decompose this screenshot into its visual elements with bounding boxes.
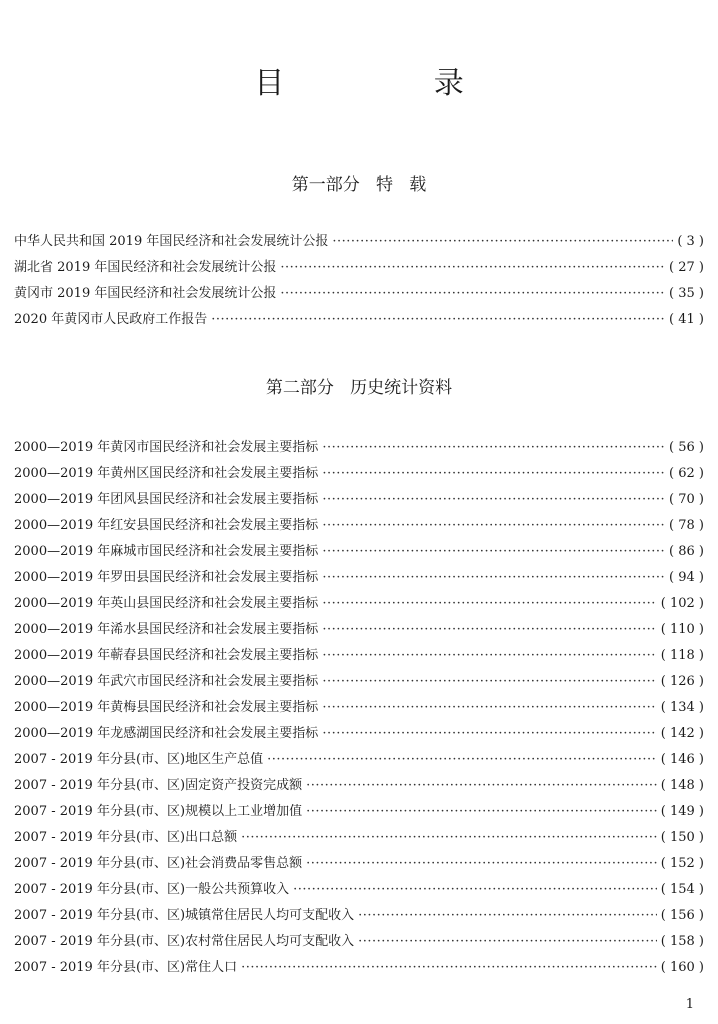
toc-entry-title: 2007 - 2019 年分县(市、区)规模以上工业增加值 <box>14 804 303 819</box>
toc-entry-page: ( 41 ) <box>669 312 704 327</box>
toc-entry-title: 2007 - 2019 年分县(市、区)农村常住居民人均可支配收入 <box>14 934 355 949</box>
toc-entry-page: ( 35 ) <box>669 286 704 301</box>
toc-entry-page: ( 152 ) <box>660 856 704 871</box>
toc-entry-page: ( 148 ) <box>660 778 704 793</box>
toc-entry[interactable] <box>14 903 704 929</box>
toc-entry[interactable] <box>14 825 704 851</box>
toc-entry-title: 2000—2019 年黄冈市国民经济和社会发展主要指标 <box>14 440 319 455</box>
toc-dot-leader <box>322 539 665 565</box>
toc-entry-title: 2007 - 2019 年分县(市、区)地区生产总值 <box>14 752 264 767</box>
toc-entry[interactable] <box>14 851 704 877</box>
toc-entry-title: 2000—2019 年黄州区国民经济和社会发展主要指标 <box>14 466 319 481</box>
toc-entry-page: ( 150 ) <box>660 830 704 845</box>
toc-entry-page: ( 160 ) <box>660 960 704 975</box>
toc-dot-leader <box>322 643 656 669</box>
toc-entry[interactable] <box>14 721 704 747</box>
toc-entry-title: 2000—2019 年黄梅县国民经济和社会发展主要指标 <box>14 700 319 715</box>
toc-entry-title: 2000—2019 年武穴市国民经济和社会发展主要指标 <box>14 674 319 689</box>
page-number: 1 <box>685 997 694 1012</box>
toc-dot-leader <box>293 877 657 903</box>
toc-dot-leader <box>322 721 656 747</box>
toc-entry-page: ( 70 ) <box>669 492 704 507</box>
toc-dot-leader <box>306 799 657 825</box>
page-title: 目 录 <box>254 66 534 101</box>
toc-entry-title: 2000—2019 年罗田县国民经济和社会发展主要指标 <box>14 570 319 585</box>
toc-dot-leader <box>358 903 657 929</box>
toc-entry[interactable] <box>14 643 704 669</box>
toc-entry-page: ( 102 ) <box>660 596 704 611</box>
toc-entry[interactable] <box>14 747 704 773</box>
toc-entry-title: 湖北省 2019 年国民经济和社会发展统计公报 <box>14 260 277 275</box>
toc-dot-leader <box>322 435 665 461</box>
toc-entry-page: ( 56 ) <box>669 440 704 455</box>
toc-entry-page: ( 156 ) <box>660 908 704 923</box>
toc-entry-page: ( 94 ) <box>669 570 704 585</box>
toc-dot-leader <box>241 825 657 851</box>
toc-entry[interactable] <box>14 565 704 591</box>
toc-entry-title: 2020 年黄冈市人民政府工作报告 <box>14 312 208 327</box>
toc-dot-leader <box>267 747 657 773</box>
toc-entry[interactable] <box>14 539 704 565</box>
toc-entry-page: ( 27 ) <box>669 260 704 275</box>
toc-entry-page: ( 78 ) <box>669 518 704 533</box>
toc-dot-leader <box>322 669 656 695</box>
toc-entry[interactable] <box>14 669 704 695</box>
toc-entry-page: ( 86 ) <box>669 544 704 559</box>
toc-dot-leader <box>322 513 665 539</box>
toc-entry[interactable] <box>14 487 704 513</box>
toc-entry-page: ( 149 ) <box>660 804 704 819</box>
toc-entry-title: 2007 - 2019 年分县(市、区)城镇常住居民人均可支配收入 <box>14 908 355 923</box>
toc-entry-title: 中华人民共和国 2019 年国民经济和社会发展统计公报 <box>14 234 329 249</box>
toc-list-part2 <box>14 435 704 981</box>
toc-entry[interactable] <box>14 229 704 255</box>
section-heading-part2: 第二部分 历史统计资料 <box>265 378 453 398</box>
toc-entry[interactable] <box>14 591 704 617</box>
toc-entry[interactable] <box>14 773 704 799</box>
toc-entry[interactable] <box>14 955 704 981</box>
toc-entry-page: ( 3 ) <box>677 234 704 249</box>
toc-list-part1 <box>14 229 704 333</box>
toc-entry-title: 2007 - 2019 年分县(市、区)出口总额 <box>14 830 238 845</box>
toc-entry-page: ( 158 ) <box>660 934 704 949</box>
toc-entry-page: ( 146 ) <box>660 752 704 767</box>
toc-dot-leader <box>322 695 656 721</box>
toc-dot-leader <box>280 255 665 281</box>
toc-entry-title: 2000—2019 年英山县国民经济和社会发展主要指标 <box>14 596 319 611</box>
toc-entry-page: ( 110 ) <box>660 622 704 637</box>
toc-dot-leader <box>358 929 657 955</box>
toc-entry-page: ( 118 ) <box>660 648 704 663</box>
toc-dot-leader <box>211 307 665 333</box>
toc-entry-page: ( 154 ) <box>660 882 704 897</box>
toc-entry-title: 2007 - 2019 年分县(市、区)社会消费品零售总额 <box>14 856 303 871</box>
toc-entry[interactable] <box>14 307 704 333</box>
toc-entry[interactable] <box>14 929 704 955</box>
toc-dot-leader <box>322 565 665 591</box>
toc-entry[interactable] <box>14 281 704 307</box>
toc-entry-title: 2000—2019 年团风县国民经济和社会发展主要指标 <box>14 492 319 507</box>
toc-dot-leader <box>306 851 657 877</box>
toc-entry-title: 2000—2019 年浠水县国民经济和社会发展主要指标 <box>14 622 319 637</box>
toc-entry[interactable] <box>14 461 704 487</box>
toc-dot-leader <box>306 773 657 799</box>
toc-entry-page: ( 126 ) <box>660 674 704 689</box>
toc-entry[interactable] <box>14 799 704 825</box>
toc-dot-leader <box>332 229 673 255</box>
toc-entry-title: 2000—2019 年麻城市国民经济和社会发展主要指标 <box>14 544 319 559</box>
toc-entry-title: 2000—2019 年龙感湖国民经济和社会发展主要指标 <box>14 726 319 741</box>
toc-entry-page: ( 134 ) <box>660 700 704 715</box>
toc-entry-title: 2007 - 2019 年分县(市、区)常住人口 <box>14 960 238 975</box>
toc-entry[interactable] <box>14 617 704 643</box>
toc-entry-page: ( 62 ) <box>669 466 704 481</box>
toc-entry-title: 2000—2019 年蕲春县国民经济和社会发展主要指标 <box>14 648 319 663</box>
toc-entry[interactable] <box>14 255 704 281</box>
toc-dot-leader <box>322 591 656 617</box>
toc-dot-leader <box>322 461 665 487</box>
toc-entry-page: ( 142 ) <box>660 726 704 741</box>
toc-dot-leader <box>322 617 656 643</box>
toc-entry[interactable] <box>14 513 704 539</box>
toc-entry[interactable] <box>14 435 704 461</box>
toc-entry-title: 黄冈市 2019 年国民经济和社会发展统计公报 <box>14 286 277 301</box>
toc-entry-title: 2007 - 2019 年分县(市、区)一般公共预算收入 <box>14 882 290 897</box>
toc-entry-title: 2000—2019 年红安县国民经济和社会发展主要指标 <box>14 518 319 533</box>
section-heading-part1: 第一部分 特 载 <box>291 175 427 195</box>
toc-dot-leader <box>280 281 665 307</box>
toc-entry[interactable] <box>14 695 704 721</box>
toc-dot-leader <box>322 487 665 513</box>
toc-dot-leader <box>241 955 657 981</box>
toc-entry[interactable] <box>14 877 704 903</box>
toc-entry-title: 2007 - 2019 年分县(市、区)固定资产投资完成额 <box>14 778 303 793</box>
